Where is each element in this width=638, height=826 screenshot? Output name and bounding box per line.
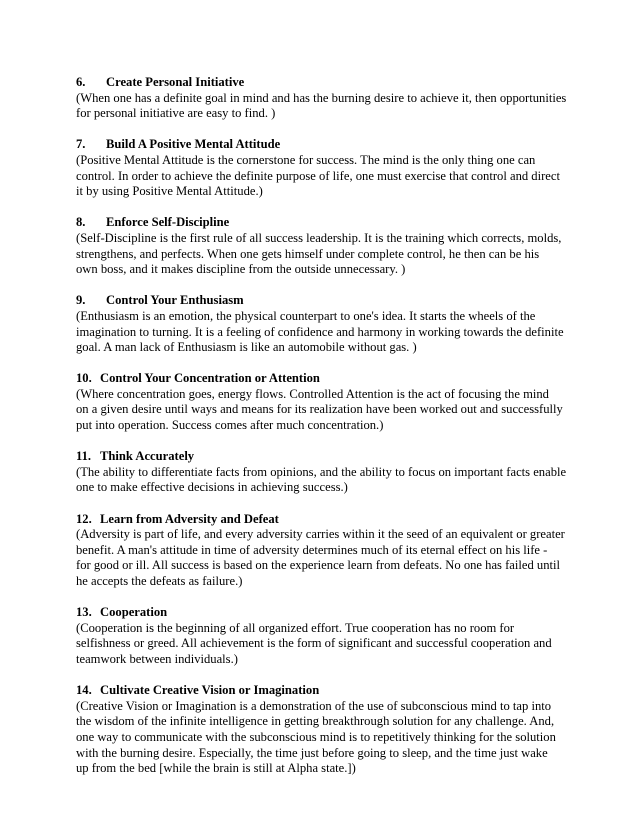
- section-title: Cooperation: [100, 605, 168, 620]
- section-title: Think Accurately: [100, 449, 195, 464]
- section-12: [76, 512, 576, 590]
- body-line: the wisdom of the infinite intelligence in getting breakthrough solution for any challenge. And,: [76, 714, 555, 729]
- section-number: 7.: [76, 137, 86, 152]
- section-title: Enforce Self-Discipline: [106, 215, 230, 230]
- section-heading: [76, 605, 576, 621]
- body-line: selfishness or greed. All achievement is the form of significant and successful cooperation and: [76, 636, 552, 651]
- body-line: for good or ill. All success is based on the experience learn from defeats. No one has failed until: [76, 558, 561, 573]
- section-14: [76, 683, 576, 777]
- section-body: [76, 621, 576, 668]
- body-line: one to make effective decisions in achieving success.): [76, 480, 348, 495]
- section-number: 9.: [76, 293, 86, 308]
- section-title: Learn from Adversity and Defeat: [100, 511, 279, 526]
- section-body: [76, 231, 576, 278]
- document-page: [76, 75, 576, 792]
- body-line: (When one has a definite goal in mind and has the burning desire to achieve it, then opportunities: [76, 90, 567, 105]
- section-title: Control Your Enthusiasm: [106, 293, 244, 308]
- body-line: (Creative Vision or Imagination is a demonstration of the use of subconscious mind to tap into: [76, 698, 552, 713]
- body-line: with the burning desire. Especially, the time just before going to sleep, and the time just wake: [76, 745, 548, 760]
- section-8: [76, 215, 576, 277]
- body-line: (Where concentration goes, energy flows. Controlled Attention is the act of focusing the mind: [76, 386, 549, 401]
- body-line: imagination to turning. It is a feeling of confidence and harmony in working towards the definite: [76, 324, 564, 339]
- section-7: [76, 137, 576, 199]
- body-line: control. In order to achieve the definite purpose of life, one must exercise that control and direct: [76, 168, 560, 183]
- body-line: one way to communicate with the subconscious mind is to repetitively thinking for the solution: [76, 729, 556, 744]
- body-line: up from the bed [while the brain is still at Alpha state.]): [76, 761, 356, 776]
- section-heading: [76, 683, 576, 699]
- section-body: [76, 309, 576, 356]
- body-line: (Cooperation is the beginning of all organized effort. True cooperation has no room for: [76, 620, 515, 635]
- section-title: Control Your Concentration or Attention: [100, 371, 320, 386]
- section-heading: [76, 371, 576, 387]
- section-13: [76, 605, 576, 667]
- body-line: own boss, and it makes discipline from the outside unnecessary. ): [76, 262, 406, 277]
- section-body: [76, 387, 576, 434]
- body-line: on a given desire until ways and means for its realization have been worked out and successfully: [76, 402, 563, 417]
- body-line: (Self-Discipline is the first rule of all success leadership. It is the training which corrects, molds,: [76, 230, 562, 245]
- body-line: (The ability to differentiate facts from opinions, and the ability to focus on important facts enable: [76, 464, 567, 479]
- section-11: [76, 449, 576, 496]
- section-heading: [76, 449, 576, 465]
- body-line: goal. A man lack of Enthusiasm is like an automobile without gas. ): [76, 340, 417, 355]
- body-line: (Enthusiasm is an emotion, the physical counterpart to one's idea. It starts the wheels of the: [76, 308, 536, 323]
- section-heading: [76, 512, 576, 528]
- section-6: [76, 75, 576, 122]
- section-body: [76, 699, 576, 777]
- body-line: put into operation. Success comes after much concentration.): [76, 418, 384, 433]
- body-line: strengthens, and perfects. When one gets himself under complete control, he then can be his: [76, 246, 540, 261]
- section-number: 14.: [76, 683, 92, 698]
- section-number: 13.: [76, 605, 92, 620]
- body-line: benefit. A man's attitude in time of adversity determines much of its eternal effect on his life -: [76, 542, 548, 557]
- section-number: 8.: [76, 215, 86, 230]
- section-title: Cultivate Creative Vision or Imagination: [100, 683, 320, 698]
- section-heading: [76, 75, 576, 91]
- section-10: [76, 371, 576, 433]
- section-number: 11.: [76, 449, 92, 464]
- body-line: he accepts the defeats as failure.): [76, 574, 243, 588]
- section-title: Build A Positive Mental Attitude: [106, 137, 281, 152]
- body-line: teamwork between individuals.): [76, 651, 238, 666]
- section-heading: [76, 137, 576, 153]
- body-line: it by using Positive Mental Attitude.): [76, 184, 263, 199]
- section-body: [76, 527, 576, 589]
- body-line: for personal initiative are easy to find. ): [76, 106, 276, 121]
- section-body: [76, 465, 576, 496]
- section-body: [76, 153, 576, 200]
- section-title: Create Personal Initiative: [106, 75, 245, 89]
- section-heading: [76, 293, 576, 309]
- body-line: (Adversity is part of life, and every adversity carries within it the seed of an equivalent or greater: [76, 527, 565, 542]
- body-line: (Positive Mental Attitude is the cornerstone for success. The mind is the only thing one can: [76, 152, 536, 167]
- section-number: 10.: [76, 371, 92, 386]
- section-number: 12.: [76, 511, 92, 526]
- section-heading: [76, 215, 576, 231]
- section-number: 6.: [76, 75, 86, 89]
- section-9: [76, 293, 576, 355]
- section-body: [76, 91, 576, 122]
